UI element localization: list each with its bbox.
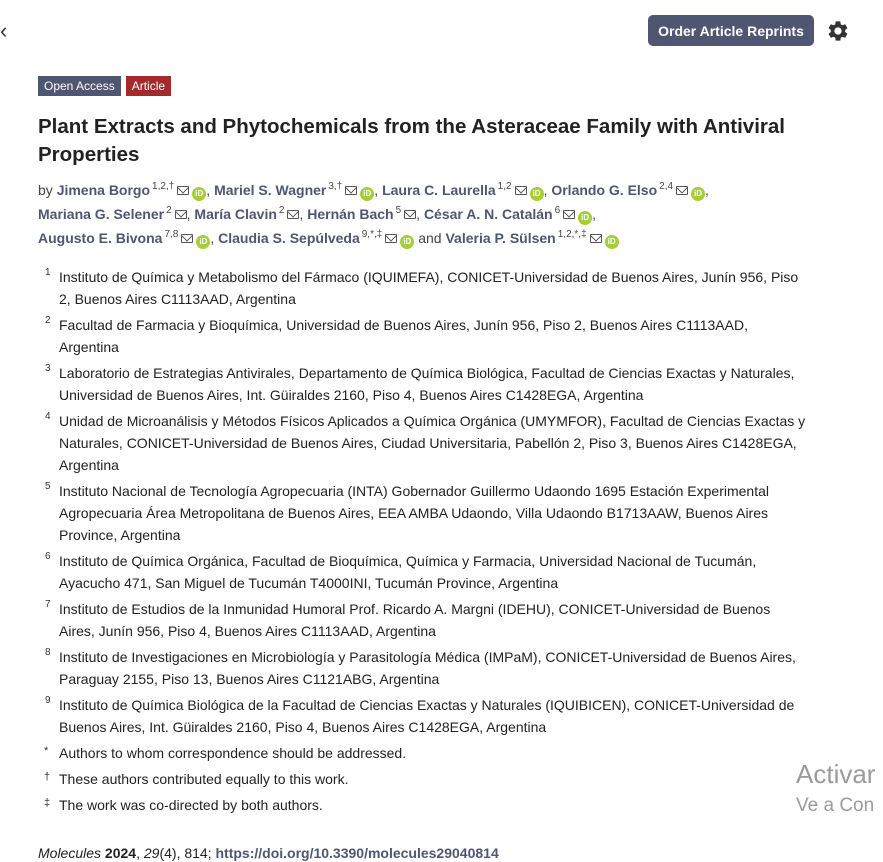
author-affiliation-sup: 1,2,† — [152, 181, 175, 193]
article-title: Plant Extracts and Phytochemicals from the Asteraceae Family with Antiviral Properties — [38, 115, 785, 166]
gear-icon[interactable] — [826, 19, 850, 43]
author-affiliation-sup: 7,8 — [164, 229, 179, 241]
citation-issue: (4) — [159, 845, 177, 861]
affiliation-item — [38, 694, 808, 738]
footnote-symbol: ‡ — [44, 797, 51, 809]
orcid-icon[interactable]: iD — [530, 187, 544, 201]
author-list — [38, 178, 818, 250]
affiliation-text: Laboratorio de Estrategias Antivirales, Departamento de Química Biológica, Facultad de Ciencias Exactas y Naturales, Universidad de Buenos Aires, Int. Güiraldes 2160, Piso 4, Buenos Aires C1428EGA, Argentina — [59, 365, 795, 403]
affiliation-item — [38, 480, 808, 546]
author-affiliation-sup: 5 — [395, 205, 402, 217]
author-name[interactable]: Hernán Bach — [307, 206, 394, 222]
affiliation-item — [38, 266, 808, 310]
author-name[interactable]: Jimena Borgo — [56, 182, 151, 198]
by-label: by — [38, 182, 53, 198]
affiliation-item — [38, 410, 808, 476]
footnote-symbol: † — [44, 771, 51, 783]
citation-year: 2024 — [104, 845, 137, 861]
affiliation-number: 7 — [45, 599, 51, 610]
affiliation-text: Instituto Nacional de Tecnología Agropecuaria (INTA) Gobernador Guillermo Udaondo 1695 Estación Experimental Agropecuaria Área Metropolitana de Buenos Aires, EEA AMBA Udaondo, Villa Udaondo B1713AAW, Buenos Aires Province, Argentina — [59, 483, 769, 543]
orcid-icon[interactable]: iD — [196, 235, 210, 249]
author-affiliation-sup: 6 — [554, 205, 561, 217]
author-entry: Jimena Borgo $^{1,2,\dagger}$iD , — [57, 182, 211, 198]
email-icon[interactable] — [175, 210, 187, 219]
author-entry: Hernán Bach $^5$ , — [307, 205, 421, 222]
author-affiliation-sup: 2 — [278, 205, 285, 217]
orcid-icon[interactable]: iD — [360, 187, 374, 201]
author-entry: Orlando G. Elso $^{2,4}$iD , — [551, 182, 709, 198]
back-chevron-icon[interactable]: ‹ — [0, 18, 8, 43]
email-icon[interactable] — [345, 186, 357, 195]
author-affiliation-sup: 2 — [166, 205, 172, 217]
author-affiliation-sup: 1,2,*,‡ — [557, 229, 587, 241]
author-name[interactable]: Claudia S. Sepúlveda — [218, 230, 360, 246]
author-entry: Augusto E. Bivona $^{7,8}$iD , — [38, 230, 214, 246]
author-entry: Mariana G. Selener $^2$ , — [38, 205, 191, 222]
footnote-text: These authors contributed equally to this work. — [59, 771, 349, 787]
affiliation-text: Instituto de Investigaciones en Microbiología y Parasitología Médica (IMPaM), CONICET-Universidad de Buenos Aires, Paraguay 2155, Piso 13, Buenos Aires C1121ABG, Argentina — [59, 649, 796, 687]
orcid-icon[interactable]: iD — [691, 187, 705, 201]
email-icon[interactable] — [404, 210, 416, 219]
watermark-line-2: Ve a Con — [796, 795, 875, 816]
affiliation-number: 9 — [45, 695, 51, 706]
affiliation-number: 3 — [45, 363, 51, 374]
affiliation-number: 5 — [45, 481, 51, 492]
affiliation-text: Instituto de Estudios de la Inmunidad Humoral Prof. Ricardo A. Margni (IDEHU), CONICET-Universidad de Buenos Aires, Junín 956, Piso 4, Buenos Aires C1113AAD, Argentina — [59, 601, 771, 639]
orcid-icon[interactable]: iD — [605, 235, 619, 249]
affiliation-text: Instituto de Química Orgánica, Facultad de Bioquímica, Química y Farmacia, Universidad Nacional de Tucumán, Ayacucho 471, San Miguel de Tucumán T4000INI, Tucumán Province, Argentina — [59, 553, 757, 591]
author-affiliation-sup: 9,*,‡ — [361, 229, 383, 241]
email-icon[interactable] — [515, 186, 527, 195]
footnote-item — [38, 768, 808, 790]
article-type-badge[interactable]: Article — [126, 76, 171, 96]
footnote-symbol: * — [44, 745, 49, 757]
citation-line: Molecules 2024, 29(4), 814; https://doi.org/10.3390/molecules29040814 — [38, 845, 499, 861]
article-badges — [38, 76, 171, 96]
email-icon[interactable] — [181, 234, 193, 243]
affiliation-text: Instituto de Química y Metabolismo del Fármaco (IQUIMEFA), CONICET-Universidad de Buenos Aires, Junín 956, Piso 2, Buenos Aires C1113AAD, Argentina — [59, 269, 799, 307]
and-label: and — [418, 230, 442, 246]
orcid-icon[interactable]: iD — [192, 187, 206, 201]
order-reprints-button[interactable]: Order Article Reprints — [648, 15, 814, 46]
watermark-line-1: Activar — [796, 759, 876, 789]
author-affiliation-sup: 1,2 — [497, 181, 512, 193]
author-entry — [445, 230, 618, 246]
author-affiliation-sup: 2,4 — [659, 181, 674, 193]
open-access-badge[interactable]: Open Access — [38, 76, 121, 96]
email-icon[interactable] — [590, 234, 602, 243]
author-entry — [218, 230, 414, 246]
author-name[interactable]: Laura C. Laurella — [382, 182, 496, 198]
author-name[interactable]: Augusto E. Bivona — [38, 230, 163, 246]
affiliation-number: 2 — [45, 315, 51, 326]
author-name[interactable]: Valeria P. Sülsen — [445, 230, 556, 246]
affiliation-list — [38, 266, 808, 820]
orcid-icon[interactable]: iD — [578, 211, 592, 225]
footnote-text: The work was co-directed by both authors. — [59, 797, 323, 813]
affiliation-item — [38, 314, 808, 358]
email-icon[interactable] — [563, 210, 575, 219]
affiliation-text: Instituto de Química Biológica de la Facultad de Ciencias Exactas y Naturales (IQUIBICEN), CONICET-Universidad de Buenos Aires, Int. Güiraldes 2160, Piso 4, Buenos Aires C1428EGA, Argentina — [59, 697, 795, 735]
author-name[interactable]: María Clavin — [194, 206, 277, 222]
affiliation-number: 4 — [45, 411, 51, 422]
author-entry: César A. N. Catalán $^6$iD , — [424, 206, 596, 222]
affiliation-number: 6 — [45, 551, 51, 562]
email-icon[interactable] — [177, 186, 189, 195]
citation-page: , 814; — [176, 845, 216, 861]
affiliation-item — [38, 598, 808, 642]
doi-link[interactable]: https://doi.org/10.3390/molecules29040814 — [215, 845, 499, 861]
email-icon[interactable] — [676, 186, 688, 195]
affiliation-item — [38, 362, 808, 406]
footnote-text: Authors to whom correspondence should be addressed. — [59, 745, 407, 761]
author-name[interactable]: Mariana G. Selener — [38, 206, 165, 222]
email-icon[interactable] — [287, 210, 299, 219]
footnote-item — [38, 742, 808, 764]
author-name[interactable]: César A. N. Catalán — [423, 206, 553, 222]
email-icon[interactable] — [385, 234, 397, 243]
orcid-icon[interactable]: iD — [400, 235, 414, 249]
citation-volume: 29 — [143, 845, 160, 861]
footnote-item — [38, 794, 808, 816]
affiliation-number: 8 — [45, 647, 51, 658]
author-entry: Laura C. Laurella $^{1,2}$iD , — [382, 182, 547, 198]
journal-name: Molecules — [38, 845, 102, 861]
windows-activation-watermark — [796, 758, 875, 818]
affiliation-item — [38, 646, 808, 690]
author-name[interactable]: Orlando G. Elso — [551, 182, 658, 198]
affiliation-text: Unidad de Microanálisis y Métodos Físicos Aplicados a Química Orgánica (UMYMFOR), Facultad de Ciencias Exactas y Naturales, CONICET-Universidad de Buenos Aires, Ciudad Universitaria, Pabellón 2, Piso 3, Buenos Aires C1428EGA, Argentina — [59, 413, 806, 473]
author-entry: María Clavin $^2$ , — [194, 205, 304, 222]
author-affiliation-sup: 3,† — [328, 181, 343, 193]
author-name[interactable]: Mariel S. Wagner — [214, 182, 327, 198]
author-entry: Mariel S. Wagner $^{3,\dagger}$iD , — [214, 182, 378, 198]
affiliation-text: Facultad de Farmacia y Bioquímica, Universidad de Buenos Aires, Junín 956, Piso 2, Buenos Aires C1113AAD, Argentina — [59, 317, 748, 355]
affiliation-item — [38, 550, 808, 594]
affiliation-number: 1 — [45, 267, 51, 278]
